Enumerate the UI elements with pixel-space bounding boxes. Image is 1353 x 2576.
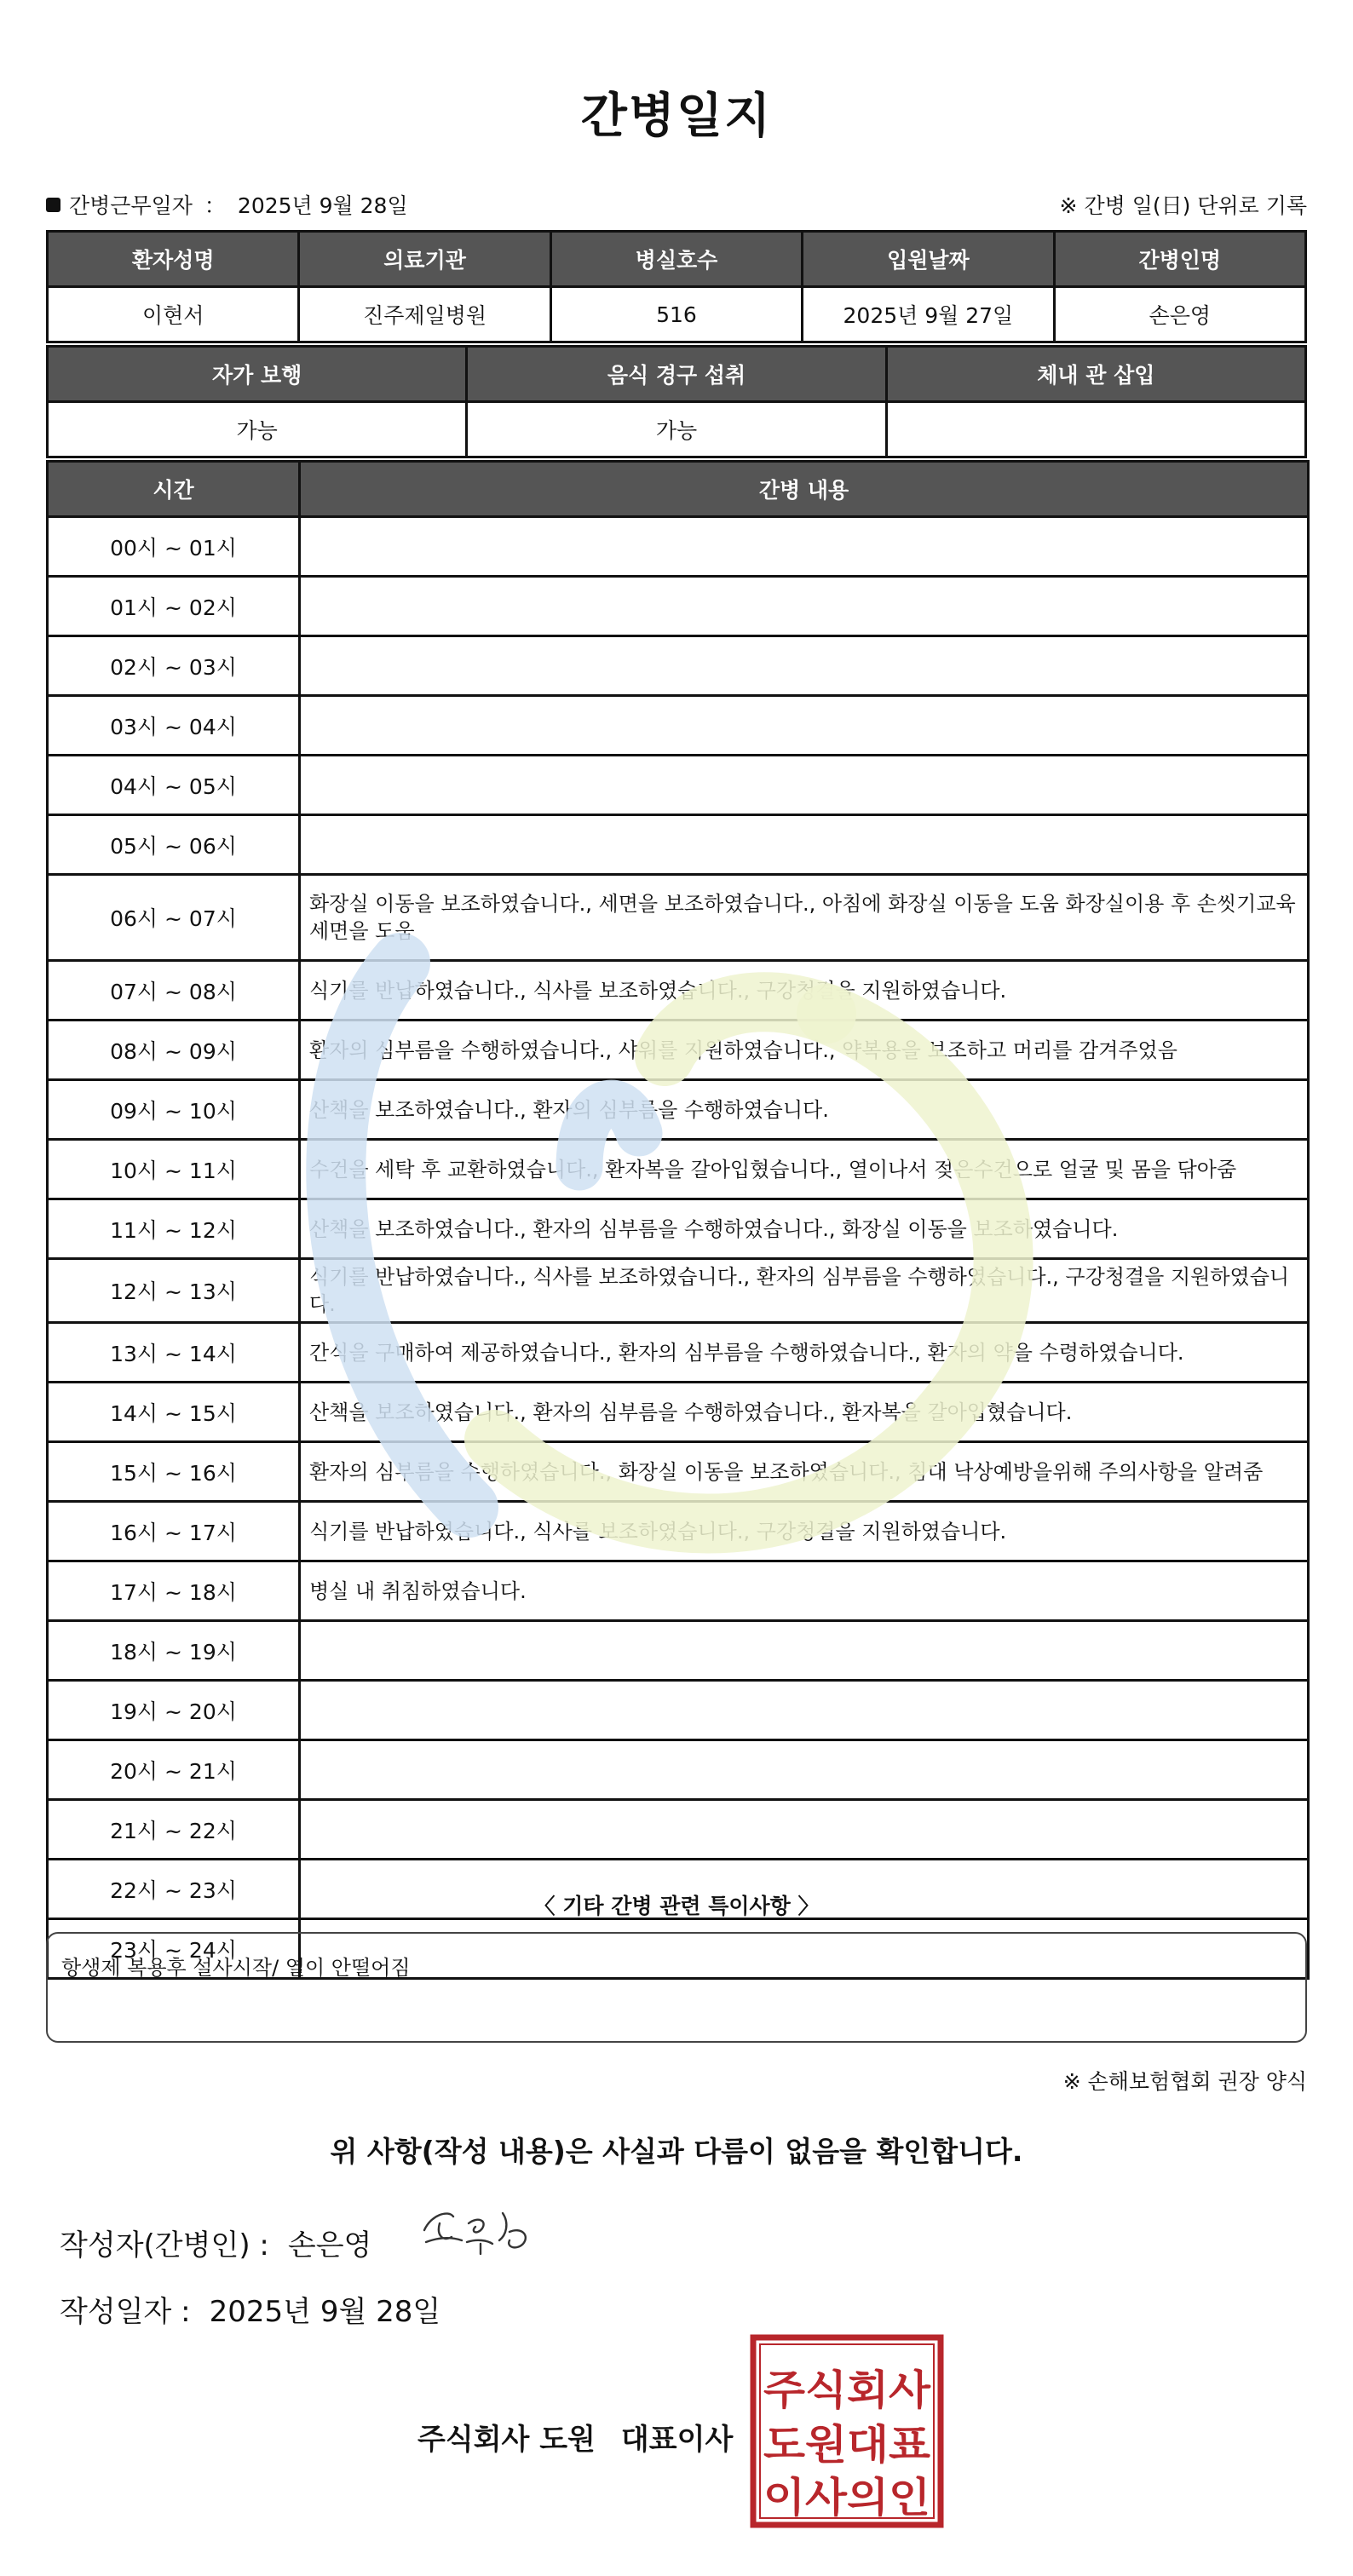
care-content: 수건을 세탁 후 교환하였습니다., 환자복을 갈아입혔습니다., 열이나서 젖은수건으로 얼굴 및 몸을 닦아줌 <box>300 1140 1309 1199</box>
table-row <box>48 1681 1309 1740</box>
time-slot: 16시 ~ 17시 <box>48 1502 300 1561</box>
time-slot: 13시 ~ 14시 <box>48 1323 300 1383</box>
hospital-name: 진주제일병원 <box>299 287 550 342</box>
record-unit-note: ※ 간병 일(日) 단위로 기록 <box>1059 193 1307 218</box>
seal-text-line-3: 이사의인 <box>763 2474 930 2521</box>
time-slot: 22시 ~ 23시 <box>48 1860 300 1919</box>
care-content: 산책을 보조하였습니다., 환자의 심부름을 수행하였습니다., 환자복을 갈아입혔습니다. <box>300 1383 1309 1442</box>
table-row <box>48 1140 1309 1199</box>
time-slot: 06시 ~ 07시 <box>48 875 300 961</box>
header-caregiver: 간병인명 <box>1054 232 1305 287</box>
time-slot: 03시 ~ 04시 <box>48 696 300 756</box>
notes-box <box>46 1932 1307 2043</box>
work-date-separator: ： <box>204 193 226 218</box>
time-slot: 07시 ~ 08시 <box>48 961 300 1021</box>
admission-date: 2025년 9월 27일 <box>803 287 1054 342</box>
patient-info-header-row <box>48 232 1306 287</box>
time-slot: 21시 ~ 22시 <box>48 1800 300 1860</box>
care-content: 병실 내 취침하였습니다. <box>300 1561 1309 1621</box>
signature-icon <box>414 2198 542 2266</box>
table-row <box>48 696 1309 756</box>
time-slot: 23시 ~ 24시 <box>48 1919 300 1979</box>
written-date-value: 2025년 9월 28일 <box>209 2295 441 2329</box>
care-content <box>300 756 1309 815</box>
notes-text: 항생제 복용후 설사시작/ 열이 안떨어짐 <box>61 1956 411 1980</box>
header-time: 시간 <box>48 462 300 517</box>
work-date <box>46 189 408 220</box>
time-slot: 10시 ~ 11시 <box>48 1140 300 1199</box>
header-oral-intake: 음식 경구 섭취 <box>467 347 886 402</box>
company-line <box>417 2416 733 2458</box>
table-row <box>48 1502 1309 1561</box>
writer-label: 작성자(간병인) : <box>60 2228 269 2263</box>
written-date-label: 작성일자 : <box>60 2295 191 2329</box>
care-content <box>300 577 1309 636</box>
tube-insertion-value <box>886 402 1305 457</box>
time-slot: 19시 ~ 20시 <box>48 1681 300 1740</box>
care-content <box>300 1681 1309 1740</box>
writer-name: 손은영 <box>287 2228 372 2263</box>
page-title: 간병일지 <box>580 89 773 144</box>
table-row <box>48 1442 1309 1502</box>
care-log-header-row <box>48 462 1309 517</box>
care-content <box>300 1740 1309 1800</box>
work-date-label: 간병근무일자 <box>69 193 193 218</box>
care-content <box>300 517 1309 577</box>
table-row <box>48 815 1309 875</box>
patient-status-value-row <box>48 402 1306 457</box>
table-row <box>48 1800 1309 1860</box>
table-row <box>48 577 1309 636</box>
care-content: 화장실 이동을 보조하였습니다., 세면을 보조하였습니다., 아침에 화장실 이동을 도움 화장실이용 후 손씻기교육 세면을 도움 <box>300 875 1309 961</box>
care-content <box>300 696 1309 756</box>
time-slot: 02시 ~ 03시 <box>48 636 300 696</box>
table-row <box>48 1199 1309 1259</box>
seal-text-line-2: 도원대표 <box>763 2421 931 2469</box>
work-date-value: 2025년 9월 28일 <box>237 193 408 218</box>
care-content: 산책을 보조하였습니다., 환자의 심부름을 수행하였습니다., 화장실 이동을 보조하였습니다. <box>300 1199 1309 1259</box>
care-content <box>300 1621 1309 1681</box>
company-rep: 대표이사 <box>620 2423 734 2457</box>
care-content: 산책을 보조하였습니다., 환자의 심부름을 수행하였습니다. <box>300 1080 1309 1140</box>
time-slot: 20시 ~ 21시 <box>48 1740 300 1800</box>
table-row <box>48 1561 1309 1621</box>
table-row <box>48 517 1309 577</box>
care-content: 환자의 심부름을 수행하였습니다., 화장실 이동을 보조하였습니다., 침대 낙상예방을위해 주의사항을 알려줌 <box>300 1442 1309 1502</box>
table-row <box>48 1323 1309 1383</box>
table-row <box>48 756 1309 815</box>
table-row <box>48 1621 1309 1681</box>
care-log-table <box>46 460 1310 1980</box>
header-hospital: 의료기관 <box>299 232 550 287</box>
header-room: 병실호수 <box>550 232 802 287</box>
time-slot: 18시 ~ 19시 <box>48 1621 300 1681</box>
header-patient-name: 환자성명 <box>48 232 299 287</box>
care-log-body <box>48 517 1309 1979</box>
time-slot: 08시 ~ 09시 <box>48 1021 300 1080</box>
table-row <box>48 961 1309 1021</box>
header-care-content: 간병 내용 <box>300 462 1309 517</box>
table-row <box>48 1740 1309 1800</box>
care-content <box>300 1800 1309 1860</box>
time-slot: 14시 ~ 15시 <box>48 1383 300 1442</box>
patient-name: 이현서 <box>48 287 299 342</box>
time-slot: 12시 ~ 13시 <box>48 1259 300 1323</box>
oral-intake-value: 가능 <box>467 402 886 457</box>
writer-line <box>60 2222 371 2263</box>
patient-status-header-row <box>48 347 1306 402</box>
patient-info-value-row <box>48 287 1306 342</box>
room-number: 516 <box>550 287 802 342</box>
time-slot: 17시 ~ 18시 <box>48 1561 300 1621</box>
company-name: 주식회사 도원 <box>417 2423 596 2457</box>
table-row <box>48 1383 1309 1442</box>
notes-section-title: 〈 기타 간병 관련 특이사항 〉 <box>533 1894 820 1918</box>
header-admission-date: 입원날짜 <box>803 232 1054 287</box>
time-slot: 15시 ~ 16시 <box>48 1442 300 1502</box>
self-walking-value: 가능 <box>48 402 467 457</box>
care-content: 식기를 반납하였습니다., 식사를 보조하였습니다., 구강청결을 지원하였습니다. <box>300 1502 1309 1561</box>
header-tube-insertion: 체내 관 삽입 <box>886 347 1305 402</box>
care-content <box>300 636 1309 696</box>
time-slot: 05시 ~ 06시 <box>48 815 300 875</box>
bullet-square-icon <box>46 198 60 212</box>
time-slot: 01시 ~ 02시 <box>48 577 300 636</box>
patient-status-table <box>46 345 1307 458</box>
table-row <box>48 636 1309 696</box>
time-slot: 00시 ~ 01시 <box>48 517 300 577</box>
time-slot: 11시 ~ 12시 <box>48 1199 300 1259</box>
confirmation-statement: 위 사항(작성 내용)은 사실과 다름이 없음을 확인합니다. <box>330 2135 1023 2168</box>
table-row <box>48 875 1309 961</box>
table-row <box>48 1021 1309 1080</box>
seal-text-line-1: 주식회사 <box>763 2366 931 2414</box>
table-row <box>48 1259 1309 1323</box>
care-content: 환자의 심부름을 수행하였습니다., 샤워를 지원하였습니다., 약복용을 보조하고 머리를 감겨주었음 <box>300 1021 1309 1080</box>
written-date-line <box>60 2288 440 2330</box>
time-slot: 09시 ~ 10시 <box>48 1080 300 1140</box>
care-content: 식기를 반납하였습니다., 식사를 보조하였습니다., 구강청결을 지원하였습니다. <box>300 961 1309 1021</box>
company-seal-icon <box>750 2334 944 2528</box>
caregiver-name: 손은영 <box>1054 287 1305 342</box>
care-content <box>300 815 1309 875</box>
recommended-form-note: ※ 손해보험협회 권장 양식 <box>1062 2069 1307 2094</box>
care-content: 식기를 반납하였습니다., 식사를 보조하였습니다., 환자의 심부름을 수행하였습니다., 구강청결을 지원하였습니다. <box>300 1259 1309 1323</box>
table-row <box>48 1080 1309 1140</box>
header-self-walking: 자가 보행 <box>48 347 467 402</box>
time-slot: 04시 ~ 05시 <box>48 756 300 815</box>
care-content: 간식을 구매하여 제공하였습니다., 환자의 심부름을 수행하였습니다., 환자의 약을 수령하였습니다. <box>300 1323 1309 1383</box>
patient-info-table <box>46 230 1307 343</box>
